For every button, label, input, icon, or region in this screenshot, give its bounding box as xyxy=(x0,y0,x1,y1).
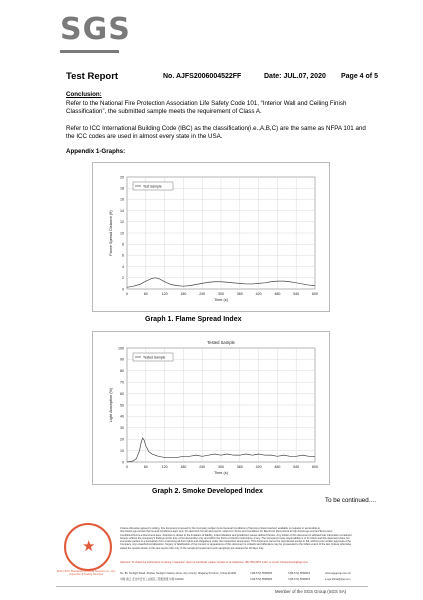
x-tick-label: 300 xyxy=(218,292,224,296)
graph2-caption: Graph 2. Smoke Developed Index xyxy=(152,488,263,495)
x-tick-label: 240 xyxy=(199,465,206,469)
stamp-caption: SGS-CSTC Standards Technical Services Co., Ltd. Inspection & Testing Services xyxy=(56,570,116,577)
y-tick-label: 40 xyxy=(120,414,124,419)
flame-spread-chart xyxy=(93,163,329,311)
y-tick-label: 70 xyxy=(120,380,124,385)
y-tick-label: 20 xyxy=(120,437,124,442)
conclusion-heading: Conclusion: xyxy=(66,91,102,98)
x-tick-label: 120 xyxy=(161,465,168,469)
legend-label: Tested Sample xyxy=(143,355,166,360)
x-tick-label: 180 xyxy=(180,465,187,469)
x-axis-label: Time (s) xyxy=(214,471,228,475)
y-tick-label: 10 xyxy=(120,231,124,236)
x-tick-label: 420 xyxy=(255,465,262,469)
x-tick-label: 540 xyxy=(293,292,300,296)
fax-1: f (86-572) 5538315 xyxy=(288,572,311,575)
y-tick-label: 12 xyxy=(120,220,124,225)
star-icon: ★ xyxy=(82,538,96,555)
y-tick-label: 50 xyxy=(120,403,124,408)
member-line: Member of the SGS Group (SGS SA) xyxy=(275,589,347,594)
y-axis-label: Light Absorption (%) xyxy=(109,387,113,423)
y-tick-label: 4 xyxy=(122,264,124,269)
telephone-2: t (86-572) 5538305 xyxy=(250,578,273,581)
y-tick-label: 10 xyxy=(120,448,124,453)
authenticity-notice: Attention: To check the authenticity of testing / inspection report & certificate, please contact us at telephone: (86-755) 8307 1443, or email: CN.Doccheck@sgs.com xyxy=(120,561,308,564)
chart-title: Tested Sample xyxy=(207,340,235,345)
address-chinese: 中国·浙江·安吉市安吉工业园区三帮组团组 中国 311300 xyxy=(120,578,184,581)
x-tick-label: 600 xyxy=(312,292,318,296)
logo-underline xyxy=(60,50,119,53)
y-tick-label: 6 xyxy=(122,253,124,258)
x-tick-label: 300 xyxy=(218,465,224,469)
email-link[interactable]: e sgs.china@sgs.com xyxy=(325,578,351,581)
y-tick-label: 80 xyxy=(120,369,124,374)
y-tick-label: 60 xyxy=(120,391,124,396)
x-tick-label: 480 xyxy=(274,292,281,296)
x-tick-label: 540 xyxy=(293,465,300,469)
website-link[interactable]: www.sgsgroup.com.cn xyxy=(325,572,351,575)
y-tick-label: 8 xyxy=(122,242,124,247)
conclusion-paragraph-2: Refer to ICC International Building Code (IBC) as the classification(i.e.,A,B,C) are the same as NFPA 101 and the ICC codes are used in almost every state in the USA. xyxy=(66,125,366,140)
fax-2: f (86-572) 5538315 xyxy=(288,578,311,581)
x-axis-label: Time (s) xyxy=(214,298,228,302)
x-tick-label: 360 xyxy=(236,292,243,296)
x-tick-label: 180 xyxy=(180,292,187,296)
x-tick-label: 600 xyxy=(312,465,318,469)
y-tick-label: 16 xyxy=(120,197,124,202)
footer-divider xyxy=(56,586,368,587)
x-tick-label: 420 xyxy=(255,292,262,296)
y-axis-label: Flame Spread Distance (ft) xyxy=(109,210,113,256)
page-number: Page 4 of 5 xyxy=(341,73,378,80)
y-tick-label: 0 xyxy=(122,287,124,292)
y-tick-label: 0 xyxy=(122,460,124,465)
x-tick-label: 0 xyxy=(126,465,128,469)
company-stamp xyxy=(64,523,112,571)
y-tick-label: 14 xyxy=(120,208,124,213)
telephone-1: t (86-572) 5538305 xyxy=(250,572,273,575)
legend-label: Test Sample xyxy=(143,184,162,189)
to-be-continued: To be continued…. xyxy=(325,497,377,504)
y-tick-label: 18 xyxy=(120,186,124,191)
x-tick-label: 480 xyxy=(274,465,281,469)
x-tick-label: 120 xyxy=(161,292,168,296)
sgs-logo: SGS xyxy=(60,12,131,47)
x-tick-label: 240 xyxy=(199,292,206,296)
y-tick-label: 2 xyxy=(122,276,124,281)
report-date: Date: JUL.07, 2020 xyxy=(264,73,326,80)
y-tick-label: 100 xyxy=(118,346,124,351)
y-tick-label: 30 xyxy=(120,426,124,431)
conclusion-paragraph-1: Refer to the National Fire Protection Association Life Safety Code 101, “Interior Wall and Ceiling Finish Classification”, the submitted sample meets the requirement of Class A. xyxy=(66,100,347,115)
appendix-heading: Appendix 1-Graphs: xyxy=(66,148,126,155)
y-tick-label: 90 xyxy=(120,357,124,362)
x-tick-label: 60 xyxy=(143,465,148,469)
flame-spread-chart-frame xyxy=(92,162,330,312)
smoke-developed-chart xyxy=(93,332,329,484)
report-title: Test Report xyxy=(66,71,119,82)
report-number: No. AJFS2006004522FF xyxy=(163,73,242,80)
x-tick-label: 0 xyxy=(126,292,128,296)
x-tick-label: 60 xyxy=(143,292,148,296)
x-tick-label: 360 xyxy=(236,465,243,469)
y-tick-label: 20 xyxy=(120,175,124,180)
address-english: No. 8F, Sunlight Road, Zhuhai, Sunlight Industry Zone, Airy County, Zhejiang Province, China 311300 xyxy=(120,572,237,575)
legal-disclaimer: Unless otherwise agreed in writing, this document is issued by the Company subject to its General Conditions of Service printed overleaf, available on request or accessible at http://www.sgs.com/en/Terms-and-Conditions.aspx and, for electronic format documents, subject to Terms and Conditions for Electronic Documents at http://www.sgs.com/en/Terms-and-Conditions/Terms-e-Document.aspx. Attention is drawn to the limitation of liability, indemnification and jurisdiction issues defined therein. Any holder of this document is advised that information contained hereon reflects the Company's findings at the time of its intervention only and within the limits of Client's instructions, if any. The Company's sole responsibility is to its Client and this document does not exonerate parties to a transaction from exercising all their rights and obligations under the transaction documents. This document cannot be reproduced except in full, without prior written approval of the Company. Any unauthorized alteration, forgery or falsification of the content or appearance of this document is unlawful and offenders may be prosecuted to the fullest extent of the law. Unless otherwise stated the results shown in this test report refer only to the sample(s) tested and such sample(s) are retained for 30 days only. xyxy=(120,527,352,550)
graph1-caption: Graph 1. Flame Spread Index xyxy=(145,316,242,323)
smoke-developed-chart-frame xyxy=(92,331,330,485)
